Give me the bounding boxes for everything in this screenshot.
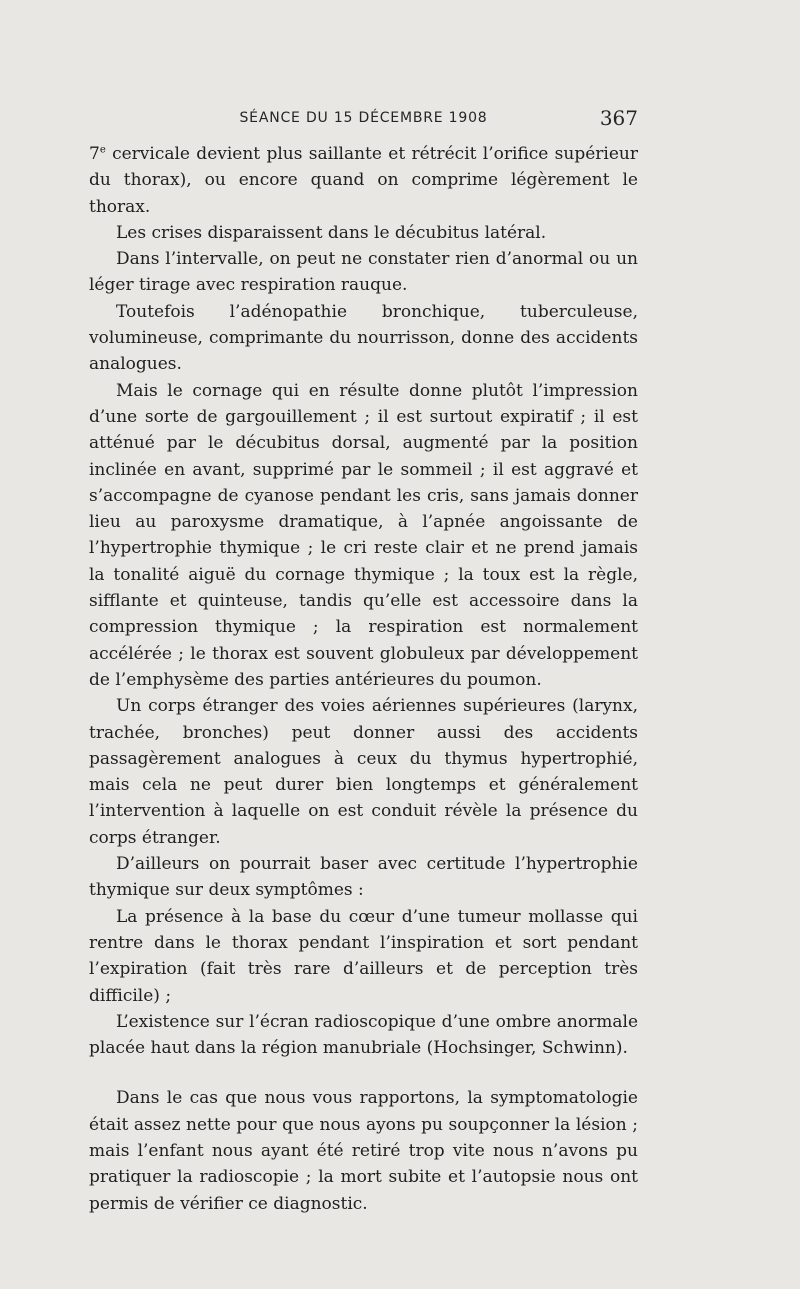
running-header (89, 106, 638, 136)
paragraph: D’ailleurs on pourrait baser avec certitude l’hypertrophie thymique sur deux symptômes : (89, 854, 638, 901)
body-text (89, 141, 638, 1217)
paragraph-prefix: 7 (89, 144, 100, 164)
paragraph-final: Dans le cas que nous vous rapportons, la symptomatologie était assez nette pour que nous ayons pu soupçonner la lésion ; mais l’enfant nous ayant été retiré trop vite nous n’avons pu pratiquer la radioscopie ; la mort subite et l’autopsie nous ont permis de vérifier ce diagnostic. (89, 1088, 638, 1214)
paragraph: Toutefois l’adénopathie bronchique, tuberculeuse, volumineuse, comprimante du nourrisson, donne des accidents analogues. (89, 301, 638, 375)
paragraph: Un corps étranger des voies aériennes supérieures (larynx, trachée, bronches) peut donner aussi des accidents passagèrement analogues à ceux du thymus hypertrophié, mais cela ne peut durer bien longtemps et généralement l’intervention à laquelle on est conduit révèle la présence du corps étranger. (89, 696, 638, 848)
running-title: SÉANCE DU 15 DÉCEMBRE 1908 (239, 110, 488, 126)
paragraph: La présence à la base du cœur d’une tumeur mollasse qui rentre dans le thorax pendant l’inspiration et sort pendant l’expiration (fait très rare d’ailleurs et de perception très difficile) ; (89, 906, 638, 1006)
paragraph-continuation (89, 141, 638, 220)
paragraph-gap (89, 1061, 638, 1085)
page-number: 367 (599, 106, 638, 130)
paragraph: L’existence sur l’écran radioscopique d’une ombre anormale placée haut dans la région manubriale (Hochsinger, Schwinn). (89, 1011, 638, 1059)
paragraph: Les crises disparaissent dans le décubitus latéral. (116, 222, 547, 243)
paragraph-text: cervicale devient plus saillante et rétrécit l’orifice supérieur du thorax), ou encore quand on comprime légèrement le thorax. (89, 144, 638, 217)
paragraph: Mais le cornage qui en résulte donne plutôt l’impression d’une sorte de gargouillement ; il est surtout expiratif ; il est atténué par le décubitus dorsal, augmenté par la position inclinée en avant, supprimé par le sommeil ; il est aggravé et s’accompagne de cyanose pendant les cris, sans jamais donner lieu au paroxysme dramatique, à l’apnée angoissante de l’hypertrophie thymique ; le cri reste clair et ne prend jamais la tonalité aiguë du cornage thymique ; la toux est la règle, sifflante et quinteuse, tandis qu’elle est accessoire dans la compression thymique ; la respiration est normalement accélérée ; le thorax est souvent globuleux par développement de l’emphysème des parties antérieures du poumon. (89, 380, 638, 690)
superscript-ordinal: e (99, 144, 106, 156)
paragraph: Dans l’intervalle, on peut ne constater rien d’anormal ou un léger tirage avec respiration rauque. (89, 249, 638, 296)
